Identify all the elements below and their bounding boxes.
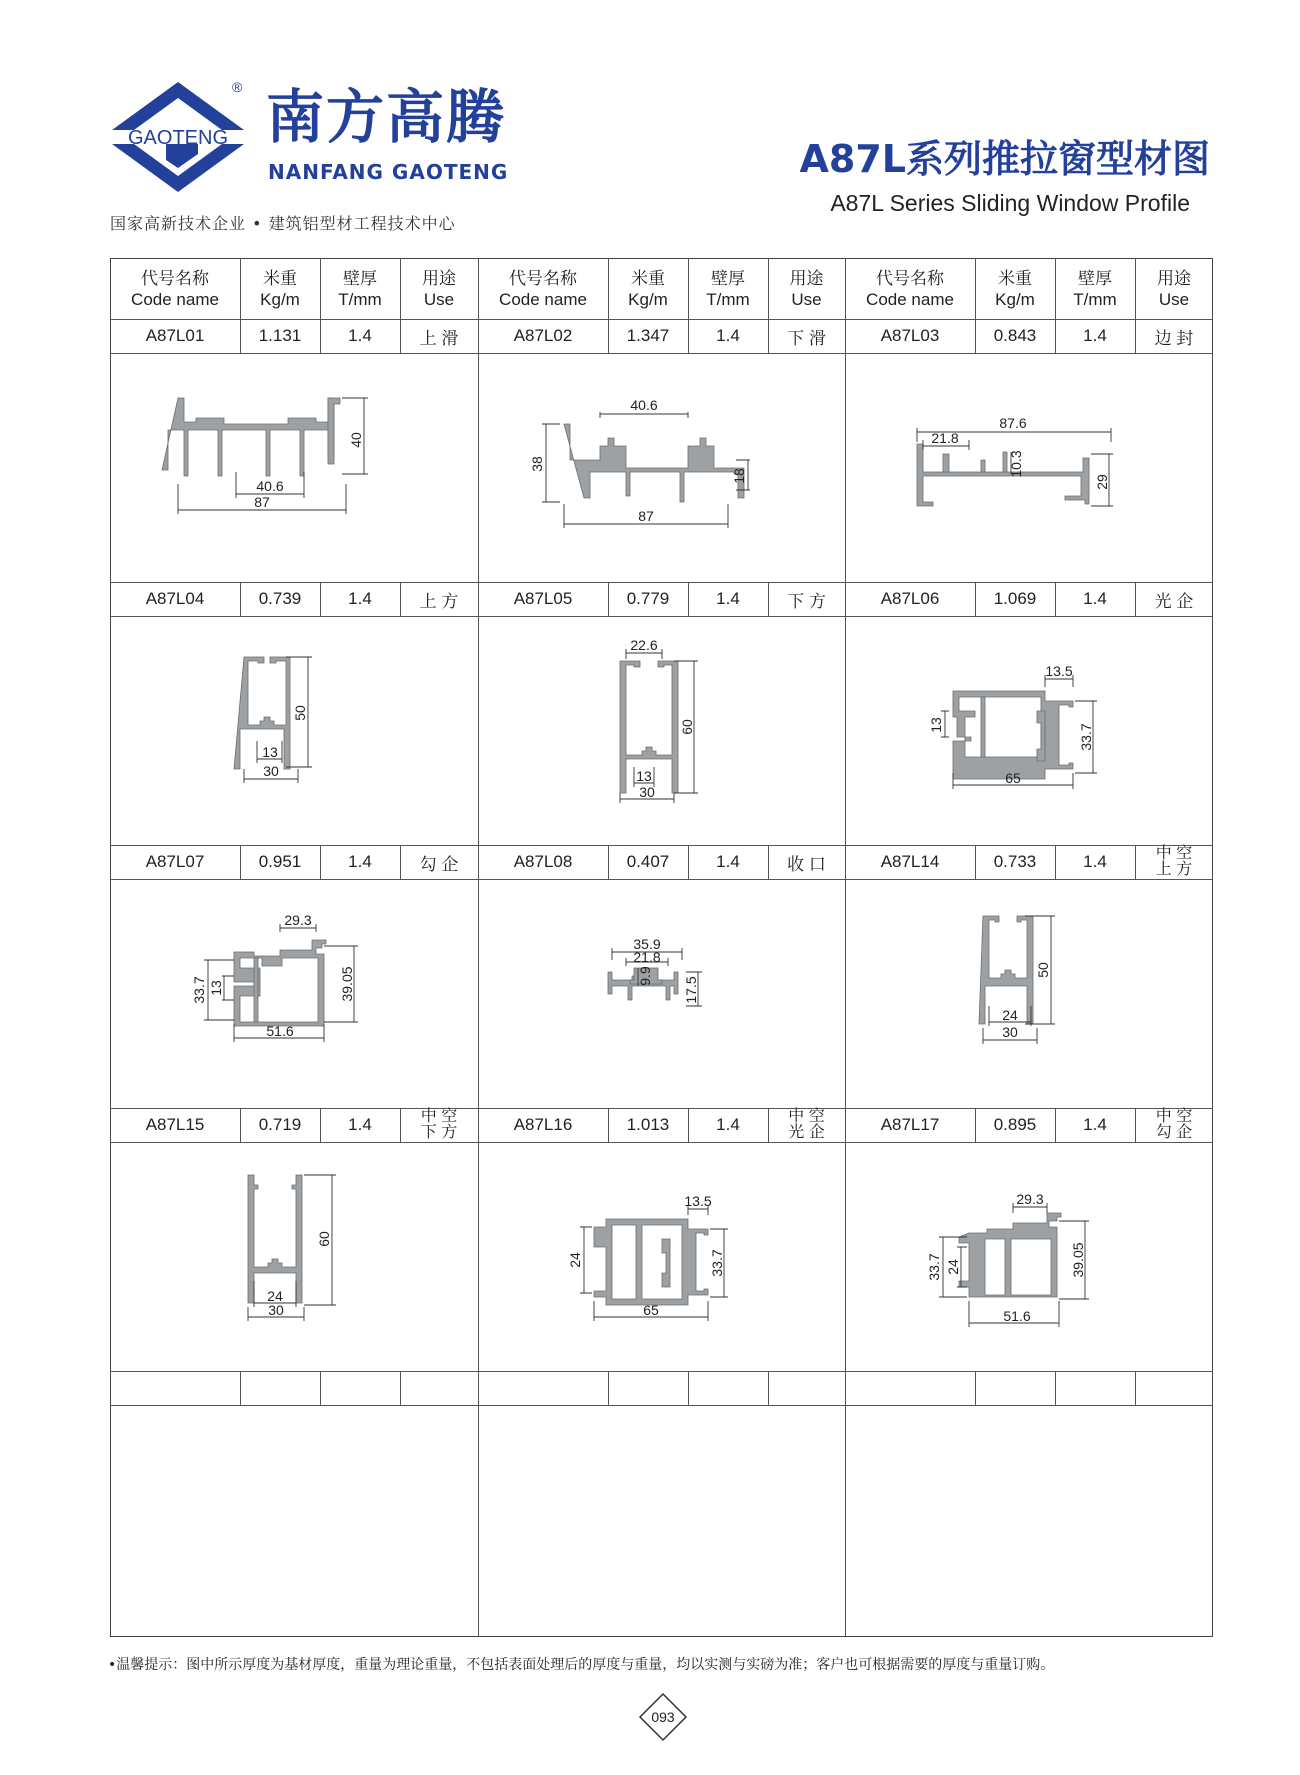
- dim-label: 51.6: [266, 1023, 294, 1039]
- column-line: [1135, 1371, 1136, 1405]
- dim-label: 21.8: [633, 949, 661, 965]
- thickness-cell: 1.4: [348, 589, 372, 608]
- profile-drawing-a87l06: [845, 617, 1213, 845]
- dim-label: 60: [316, 1231, 332, 1247]
- use-cell: 下 滑: [787, 328, 826, 348]
- thickness-cell: 1.4: [1083, 1115, 1107, 1134]
- profile-drawing-a87l05: [478, 617, 845, 845]
- column-line: [240, 582, 241, 616]
- column-line: [688, 845, 689, 879]
- weight-cell: 0.719: [258, 1115, 302, 1134]
- column-line: [320, 1371, 321, 1405]
- header-use: 用途 Use: [789, 268, 824, 309]
- thickness-cell: 1.4: [348, 852, 372, 871]
- column-line: [608, 582, 609, 616]
- column-line: [768, 1108, 769, 1142]
- column-line: [400, 845, 401, 879]
- code-cell: A87L08: [513, 852, 573, 871]
- dim-label: 13: [928, 717, 944, 733]
- code-cell: A87L07: [145, 852, 205, 871]
- dim-label: 38: [529, 456, 545, 472]
- dim-label: 50: [1035, 962, 1051, 978]
- profile-drawing-a87l02: [478, 354, 845, 582]
- profile-drawing-a87l07: [110, 880, 478, 1108]
- logo-text: GAOTENG: [127, 127, 229, 149]
- dim-label: 13: [636, 768, 652, 784]
- column-line: [400, 258, 401, 319]
- use-cell: 中 空 光 企: [788, 1108, 825, 1141]
- row-line: [110, 1371, 1213, 1372]
- profile-table: [110, 258, 1213, 1637]
- row-line: [110, 1405, 1213, 1406]
- dim-label: 33.7: [191, 976, 207, 1004]
- column-line: [608, 319, 609, 353]
- use-cell: 光 企: [1154, 591, 1194, 611]
- code-cell: A87L16: [513, 1115, 573, 1134]
- column-line: [1135, 582, 1136, 616]
- dim-label: 24: [945, 1259, 961, 1275]
- profile-drawing-a87l08: [478, 880, 845, 1108]
- dim-label: 13: [262, 744, 278, 760]
- column-line: [1055, 258, 1056, 319]
- dim-label: 50: [292, 705, 308, 721]
- dim-label: 39.05: [1070, 1242, 1086, 1278]
- weight-cell: 0.779: [626, 589, 670, 608]
- dim-label: 40.6: [256, 478, 284, 494]
- code-cell: A87L06: [880, 589, 940, 608]
- page-number: 093: [651, 1709, 675, 1725]
- dim-label: 29.3: [284, 912, 312, 928]
- registered-mark: ®: [232, 79, 243, 95]
- thickness-cell: 1.4: [1083, 326, 1107, 345]
- column-line: [400, 582, 401, 616]
- column-line: [768, 582, 769, 616]
- weight-cell: 1.347: [626, 326, 670, 345]
- use-cell: 中 空 上 方: [1155, 845, 1193, 878]
- weight-cell: 1.131: [258, 326, 302, 345]
- column-line: [320, 258, 321, 319]
- column-line: [1055, 582, 1056, 616]
- page-title-en: A87L Series Sliding Window Profile: [830, 190, 1190, 216]
- header-thickness: 壁厚 T/mm: [706, 268, 750, 309]
- header-code: 代号名称 Code name: [131, 268, 219, 309]
- dim-label: 29.3: [1016, 1191, 1044, 1207]
- page-title-cn: A87L系列推拉窗型材图: [799, 137, 1210, 181]
- column-line: [240, 319, 241, 353]
- code-cell: A87L14: [880, 852, 940, 871]
- use-cell: 上 方: [419, 591, 459, 611]
- dim-label: 33.7: [1078, 723, 1094, 751]
- profile-drawing-a87l04: [110, 617, 478, 845]
- use-cell: 下 方: [787, 591, 826, 611]
- code-cell: A87L17: [880, 1115, 940, 1134]
- dim-label: 13.5: [1045, 663, 1073, 679]
- header-use: 用途 Use: [422, 268, 456, 309]
- column-line: [975, 582, 976, 616]
- column-line: [688, 1371, 689, 1405]
- dim-label: 87.6: [999, 415, 1027, 431]
- column-line: [975, 319, 976, 353]
- weight-cell: 0.843: [993, 326, 1037, 345]
- dim-label: 35.9: [633, 936, 661, 952]
- thickness-cell: 1.4: [348, 326, 372, 345]
- code-cell: A87L01: [145, 326, 205, 345]
- dim-label: 33.7: [709, 1249, 725, 1277]
- dim-label: 24: [267, 1288, 283, 1304]
- dim-label: 51.6: [1003, 1308, 1031, 1324]
- weight-cell: 0.739: [258, 589, 302, 608]
- dim-label: 18: [731, 468, 747, 484]
- dim-label: 13.5: [684, 1193, 712, 1209]
- use-cell: 勾 企: [419, 854, 459, 874]
- header-weight: 米重 Kg/m: [260, 268, 300, 309]
- code-cell: A87L04: [145, 589, 205, 608]
- dim-label: 87: [254, 494, 270, 510]
- column-line: [240, 1371, 241, 1405]
- thickness-cell: 1.4: [1083, 852, 1107, 871]
- use-cell: 收 口: [787, 854, 826, 874]
- thickness-cell: 1.4: [348, 1115, 372, 1134]
- use-cell: 上 滑: [419, 328, 459, 348]
- tagline: 国家高新技术企业 • 建筑铝型材工程技术中心: [110, 214, 456, 233]
- brand-name-en: NANFANG GAOTENG: [268, 160, 509, 184]
- use-cell: 中 空 下 方: [420, 1108, 458, 1141]
- column-line: [240, 845, 241, 879]
- weight-cell: 1.069: [993, 589, 1037, 608]
- column-line: [320, 845, 321, 879]
- dim-label: 40.6: [630, 397, 658, 413]
- dim-label: 60: [679, 719, 695, 735]
- thickness-cell: 1.4: [716, 1115, 740, 1134]
- dim-label: 30: [639, 784, 655, 800]
- dim-label: 30: [1002, 1024, 1018, 1040]
- thickness-cell: 1.4: [716, 589, 740, 608]
- use-cell: 边 封: [1154, 328, 1194, 348]
- thickness-cell: 1.4: [716, 326, 740, 345]
- column-line: [768, 1371, 769, 1405]
- column-line: [320, 1108, 321, 1142]
- dim-label: 24: [1002, 1007, 1018, 1023]
- column-line: [320, 582, 321, 616]
- column-line: [608, 258, 609, 319]
- column-line: [1055, 1108, 1056, 1142]
- header-weight: 米重 Kg/m: [628, 268, 668, 309]
- dim-label: 30: [268, 1302, 284, 1318]
- dim-label: 40: [348, 432, 364, 448]
- column-line: [608, 1371, 609, 1405]
- header-code: 代号名称 Code name: [866, 268, 954, 309]
- code-cell: A87L03: [880, 326, 940, 345]
- header-thickness: 壁厚 T/mm: [1073, 268, 1117, 309]
- column-line: [1135, 1108, 1136, 1142]
- column-line: [768, 319, 769, 353]
- column-line: [240, 258, 241, 319]
- dim-label: 9.9: [637, 966, 653, 986]
- dim-label: 13: [208, 980, 224, 996]
- weight-cell: 0.895: [993, 1115, 1037, 1134]
- dim-label: 22.6: [630, 637, 658, 653]
- weight-cell: 0.951: [258, 852, 302, 871]
- column-line: [320, 319, 321, 353]
- header-weight: 米重 Kg/m: [995, 268, 1035, 309]
- column-line: [1135, 845, 1136, 879]
- profile-drawing-a87l15: [110, 1143, 478, 1371]
- column-line: [1055, 1371, 1056, 1405]
- dim-label: 87: [638, 508, 654, 524]
- dim-label: 33.7: [926, 1253, 942, 1281]
- dim-label: 39.05: [339, 966, 355, 1002]
- gaoteng-logo: [108, 78, 248, 196]
- brand-name-cn: 南方高腾: [266, 83, 507, 151]
- column-line: [975, 1108, 976, 1142]
- dim-label: 65: [643, 1302, 659, 1318]
- dim-label: 30: [263, 763, 279, 779]
- header-thickness: 壁厚 T/mm: [338, 268, 382, 309]
- dim-label: 21.8: [931, 430, 959, 446]
- header-use: 用途 Use: [1157, 268, 1191, 309]
- column-line: [688, 1108, 689, 1142]
- column-line: [400, 1108, 401, 1142]
- use-cell: 中 空 勾 企: [1155, 1108, 1193, 1141]
- column-line: [688, 582, 689, 616]
- column-line: [975, 845, 976, 879]
- column-line: [688, 319, 689, 353]
- column-line: [1055, 319, 1056, 353]
- weight-cell: 1.013: [626, 1115, 670, 1134]
- weight-cell: 0.407: [626, 852, 670, 871]
- column-line: [768, 258, 769, 319]
- profile-drawing-a87l16: [478, 1143, 845, 1371]
- column-line: [240, 1108, 241, 1142]
- column-line: [688, 258, 689, 319]
- dim-label: 10.3: [1008, 450, 1024, 478]
- column-line: [975, 1371, 976, 1405]
- dim-label: 24: [567, 1252, 583, 1268]
- header-code: 代号名称 Code name: [499, 268, 587, 309]
- thickness-cell: 1.4: [1083, 589, 1107, 608]
- code-cell: A87L05: [513, 589, 573, 608]
- dim-label: 65: [1005, 770, 1021, 786]
- code-cell: A87L15: [145, 1115, 205, 1134]
- footnote: •温馨提示：图中所示厚度为基材厚度，重量为理论重量，不包括表面处理后的厚度与重量，均以实测与实磅为准；客户也可根据需要的厚度与重量订购。: [108, 1657, 1055, 1673]
- weight-cell: 0.733: [993, 852, 1037, 871]
- column-line: [975, 258, 976, 319]
- column-line: [768, 845, 769, 879]
- profile-drawing-a87l03: [845, 354, 1213, 582]
- page-number-badge: [638, 1692, 688, 1742]
- column-line: [1055, 845, 1056, 879]
- column-line: [1135, 319, 1136, 353]
- code-cell: A87L02: [513, 326, 573, 345]
- column-line: [400, 319, 401, 353]
- profile-drawing-a87l14: [845, 880, 1213, 1108]
- dim-label: 17.5: [683, 976, 699, 1004]
- dim-label: 29: [1094, 474, 1110, 490]
- profile-drawing-a87l17: [845, 1143, 1213, 1371]
- column-line: [1135, 258, 1136, 319]
- column-line: [400, 1371, 401, 1405]
- profile-drawing-a87l01: [110, 354, 478, 582]
- column-line: [608, 1108, 609, 1142]
- thickness-cell: 1.4: [716, 852, 740, 871]
- column-line: [608, 845, 609, 879]
